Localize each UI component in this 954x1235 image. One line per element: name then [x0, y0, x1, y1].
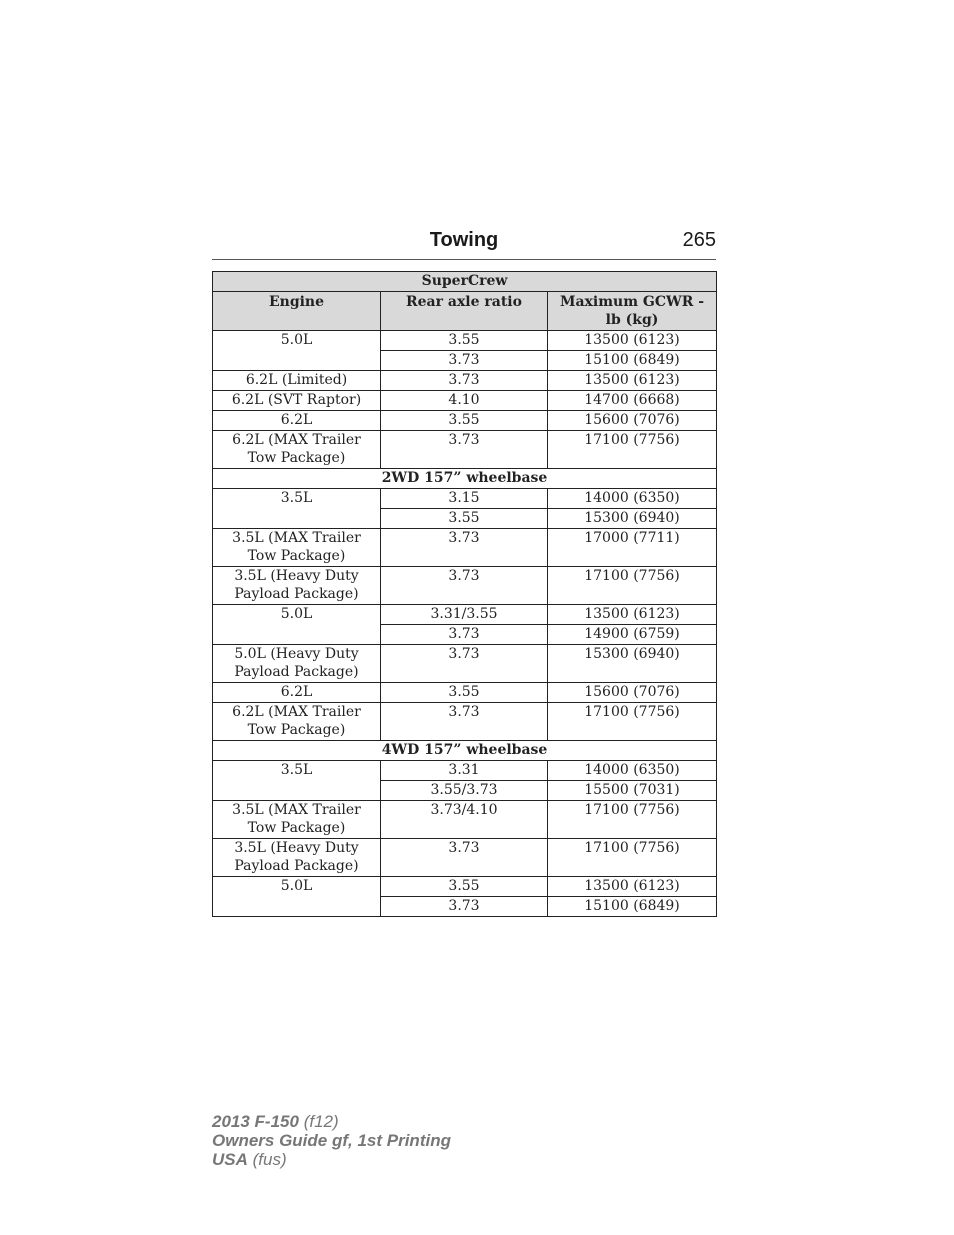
ratio-cell: 3.55	[381, 331, 548, 351]
ratio-cell: 3.73	[381, 567, 548, 605]
table-row	[213, 371, 717, 391]
ratio-cell: 3.55	[381, 411, 548, 431]
column-header-ratio: Rear axle ratio	[381, 292, 548, 331]
table-row	[213, 839, 717, 877]
table-row	[213, 761, 717, 781]
gcwr-cell: 17100 (7756)	[548, 801, 717, 839]
table-row	[213, 391, 717, 411]
gcwr-cell: 14700 (6668)	[548, 391, 717, 411]
table-row	[213, 645, 717, 683]
gcwr-cell: 15300 (6940)	[548, 509, 717, 529]
gcwr-cell: 17100 (7756)	[548, 839, 717, 877]
table-row	[213, 801, 717, 839]
engine-cell: 6.2L (MAX Trailer Tow Package)	[213, 703, 381, 741]
gcwr-cell: 14000 (6350)	[548, 489, 717, 509]
gcwr-cell: 15600 (7076)	[548, 683, 717, 703]
table-row	[213, 683, 717, 703]
gcwr-cell: 13500 (6123)	[548, 605, 717, 625]
gcwr-cell: 13500 (6123)	[548, 371, 717, 391]
column-header-gcwr: Maximum GCWR - lb (kg)	[548, 292, 717, 331]
section-heading-4wd: 4WD 157” wheelbase	[213, 741, 717, 761]
engine-cell: 3.5L (Heavy Duty Payload Package)	[213, 839, 381, 877]
gcwr-cell: 13500 (6123)	[548, 331, 717, 351]
gcwr-cell: 13500 (6123)	[548, 877, 717, 897]
page-footer	[212, 1112, 451, 1169]
ratio-cell: 3.31/3.55	[381, 605, 548, 625]
ratio-cell: 3.73	[381, 371, 548, 391]
ratio-cell: 3.73	[381, 625, 548, 645]
footer-line-model	[212, 1112, 451, 1131]
engine-cell: 6.2L (MAX Trailer Tow Package)	[213, 431, 381, 469]
ratio-cell: 3.73	[381, 529, 548, 567]
ratio-cell: 3.31	[381, 761, 548, 781]
ratio-cell: 3.55/3.73	[381, 781, 548, 801]
engine-cell: 3.5L	[213, 761, 381, 801]
engine-cell: 6.2L (SVT Raptor)	[213, 391, 381, 411]
gcwr-cell: 15100 (6849)	[548, 897, 717, 917]
ratio-cell: 3.73/4.10	[381, 801, 548, 839]
ratio-cell: 4.10	[381, 391, 548, 411]
table-row	[213, 567, 717, 605]
footer-region-code: (fus)	[252, 1150, 287, 1169]
gcwr-cell: 17100 (7756)	[548, 431, 717, 469]
table-header-row	[213, 292, 717, 331]
table-row	[213, 877, 717, 897]
table-row	[213, 489, 717, 509]
page-header	[212, 229, 716, 260]
ratio-cell: 3.73	[381, 351, 548, 371]
gcwr-cell: 17100 (7756)	[548, 567, 717, 605]
gcwr-table	[212, 271, 717, 917]
table-row	[213, 411, 717, 431]
section-heading-2wd: 2WD 157” wheelbase	[213, 469, 717, 489]
gcwr-cell: 15100 (6849)	[548, 351, 717, 371]
footer-guide: Owners Guide gf, 1st Printing	[212, 1131, 451, 1150]
footer-model: 2013 F-150	[212, 1112, 299, 1131]
engine-cell: 6.2L	[213, 683, 381, 703]
ratio-cell: 3.55	[381, 509, 548, 529]
table-title-row	[213, 272, 717, 292]
table-title: SuperCrew	[213, 272, 717, 292]
ratio-cell: 3.15	[381, 489, 548, 509]
engine-cell: 5.0L (Heavy Duty Payload Package)	[213, 645, 381, 683]
engine-cell: 5.0L	[213, 877, 381, 917]
gcwr-cell: 17100 (7756)	[548, 703, 717, 741]
table-row	[213, 529, 717, 567]
table-row	[213, 331, 717, 351]
engine-cell: 3.5L (Heavy Duty Payload Package)	[213, 567, 381, 605]
gcwr-cell: 15300 (6940)	[548, 645, 717, 683]
engine-cell: 3.5L (MAX Trailer Tow Package)	[213, 529, 381, 567]
ratio-cell: 3.73	[381, 839, 548, 877]
column-header-engine: Engine	[213, 292, 381, 331]
engine-cell: 5.0L	[213, 605, 381, 645]
ratio-cell: 3.73	[381, 431, 548, 469]
engine-cell: 3.5L (MAX Trailer Tow Package)	[213, 801, 381, 839]
engine-cell: 6.2L (Limited)	[213, 371, 381, 391]
gcwr-cell: 14900 (6759)	[548, 625, 717, 645]
gcwr-cell: 14000 (6350)	[548, 761, 717, 781]
table-row	[213, 431, 717, 469]
ratio-cell: 3.55	[381, 683, 548, 703]
ratio-cell: 3.73	[381, 897, 548, 917]
footer-model-code: (f12)	[303, 1112, 339, 1131]
footer-line-region	[212, 1150, 451, 1169]
page-number: 265	[682, 229, 716, 251]
table-row	[213, 605, 717, 625]
footer-line-guide	[212, 1131, 451, 1150]
engine-cell: 3.5L	[213, 489, 381, 529]
engine-cell: 5.0L	[213, 331, 381, 371]
ratio-cell: 3.55	[381, 877, 548, 897]
table-row	[213, 703, 717, 741]
section-row	[213, 741, 717, 761]
engine-cell: 6.2L	[213, 411, 381, 431]
gcwr-cell: 17000 (7711)	[548, 529, 717, 567]
gcwr-cell: 15600 (7076)	[548, 411, 717, 431]
page-title: Towing	[429, 229, 499, 251]
section-row	[213, 469, 717, 489]
gcwr-cell: 15500 (7031)	[548, 781, 717, 801]
ratio-cell: 3.73	[381, 645, 548, 683]
ratio-cell: 3.73	[381, 703, 548, 741]
footer-region: USA	[212, 1150, 248, 1169]
